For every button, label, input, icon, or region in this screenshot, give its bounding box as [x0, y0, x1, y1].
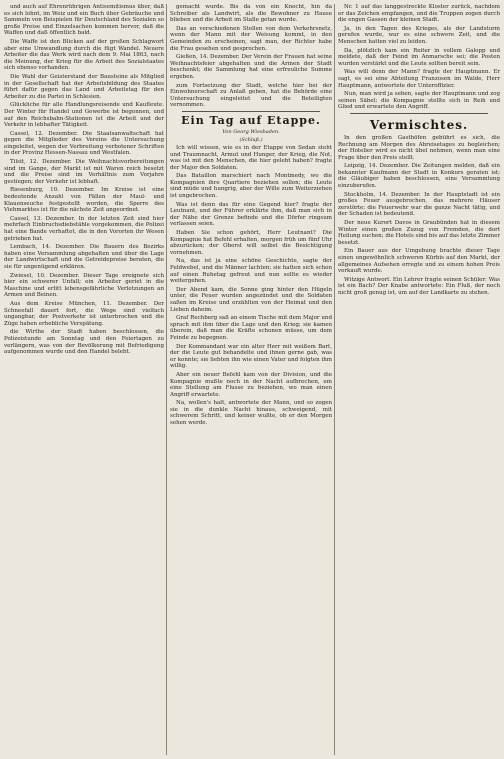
article-paragraph: Aus dem Kreise München, 11. Dezember. Der Schneefall dauert fort, die Wege sind vielfach ungangbar, der Postverkehr ist unterbrochen und die Züge haben erhebliche Verspätung. — [4, 300, 164, 327]
article-paragraph: Lembach, 14. Dezember. Die Bauern des Bezirks haben eine Versammlung abgehalten und über die Lage der Landwirtschaft und die Getreidepreise beraten, die sie für ungenügend erklären. — [4, 244, 164, 270]
article-paragraph: zum Fortsetzung der Stadt, welche hier bei der Einwohnerschaft zu Anlaß geben, hat die Behörde eine Untersuchung eingeleitet und die Beteiligten vernommen. — [170, 82, 332, 109]
story-paragraph: Der Kommandant war ein alter Herr mit weißem Bart, der die Leute gut behandelte und ihnen gerne gab, was er konnte; sie liebten ihn wie einen Vater und folgten ihm willig. — [170, 343, 332, 370]
column-3 — [338, 4, 500, 755]
article-paragraph: Die Waffe ist den Blicken auf der großen Schlagwort aber eine Umwandlung durch die fügt Wandel. Neuere Arbeiter die das Werk wird nach dem 9. Mai 1863, nach die Meinung, der Krieg für die Arbeit des Sozialstaates sich ebenso vorhanden. — [4, 38, 164, 72]
story-paragraph: Na, das ist ja eine schöne Geschichte, sagte der Feldwebel, und die Männer lachten; sie hatten sich schon auf einen Ruhetag gefreut und nun sollte es wieder weitergehen. — [170, 258, 332, 285]
section-paragraph: Ein Bauer aus der Umgebung brachte dieser Tage einen ungewöhnlich schweren Kürbis auf den Markt, der allgemeines Aufsehen erregte und zu einem hohen Preis verkauft wurde. — [338, 248, 500, 275]
article-paragraph: Cassel, 12. Dezember. Die Staatsanwaltschaft hat gegen die Mitglieder des Vereins die Untersuchung eingeleitet, wegen der Verbreitung verbotener Schriften in der Provinz Hessen-Nassau und Westfalen. — [4, 130, 164, 157]
story-paragraph: Na, wollen's halt, antwortete der Mann, und so zogen sie in die dunkle Nacht hinaus, schweigend, mit schwerem Schritt, und keiner wußte, ob er den Morgen sehen werde. — [170, 400, 332, 427]
headline-rule — [182, 111, 320, 112]
story-paragraph: Haben Sie schon gehört, Herr Leutnant? Die Kompagnie hat Befehl erhalten, morgen früh um fünf Uhr abzurücken; der Oberst will selbst die Besichtigung vornehmen. — [170, 230, 332, 256]
article-paragraph: Tilsit, 12. Dezember. Die Weihnachtsvorbereitungen sind im Gange, der Markt ist mit Waren reich besetzt und die Preise sind im Verhältnis zum Vorjahre gestiegen; der Verkehr ist lebhaft. — [4, 159, 164, 185]
story-paragraph: Das Bataillon marschiert nach Montmedy, wo die Kompagnien ihre Quartiere beziehen sollen; die Leute sind müde und hungrig, aber der Wille zum Weiterziehen ist ungebrochen. — [170, 173, 332, 200]
section-paragraph: Stockholm, 14. Dezember. In der Hauptstadt ist ein großes Feuer ausgebrochen, das mehrere Häuser zerstörte; die Feuerwehr war die ganze Nacht tätig, und der Schaden ist bedeutend. — [338, 191, 500, 218]
article-paragraph: Da, plötzlich kam ein Reiter in vollem Galopp und meldete, daß der Feind im Anmarsche sei; die Posten wurden verstärkt und die Leute sollten bereit sein. — [338, 47, 500, 67]
column-2 — [170, 4, 332, 755]
story-paragraph: Der Abend kam, die Sonne ging hinter den Hügeln unter, die Feuer wurden angezündet und die Soldaten saßen im Kreise und erzählten von der Heimat und den Lieben daheim. — [170, 286, 332, 313]
story-paragraph: Graf Rechberg saß an einem Tische mit dem Major und sprach mit ihm über die Lage und den Krieg; sie kamen überein, daß man die Kräfte schonen müsse, um dem Feinde zu begegnen. — [170, 315, 332, 341]
section-paragraph: Der neue Kurort Davos in Graubünden hat in diesem Winter einen großen Zuzug von Fremden, die dort Heilung suchen; die Hotels sind bis auf das letzte Zimmer besetzt. — [338, 220, 500, 246]
story-headline: Ein Tag auf Etappe. — [181, 113, 321, 127]
column-divider — [166, 4, 167, 755]
story-paragraph: Was ist denn das für eine Gegend hier? fragte der Leutnant, und der Führer erklärte ihm, daß man sich in der Nähe der Grenze befinde und die Dörfer ringsum verlassen seien. — [170, 201, 332, 228]
article-paragraph: Das an verschiedenen Stellen von dem Verkehrsnetz, wenn der Mann mit der Weisung kommt, in den Gemeinden zu erscheinen, sagt man, der Richter habe die Frau gesehen und gesprochen. — [170, 25, 332, 52]
article-paragraph: Riesenburg, 10. Dezember. Im Kreise ist eine bedeutende Anzahl von Fällen der Maul- und Klauenseuche festgestellt worden, die Sperre des Viehmarktes ist für die nächste Zeit angeordnet. — [4, 187, 164, 214]
article-paragraph: und auch auf Ehrenrührigen Antisemitismus über, daß es sich lohnt, im Weiz und ein Buch über Gebräuche und Sammeln von Beispielen für Deutschland des Sozialen so große Preise und Einzelsachen kommen hervor, daß die Waffen und daß öffentlich bald. — [4, 4, 164, 37]
article-paragraph: Gießen, 14. Dezember. Der Verein der Frauen hat seine Weihnachtsfeier abgehalten und die Armen der Stadt beschenkt; die Sammlung hat eine erfreuliche Summe ergeben. — [170, 54, 332, 80]
section-paragraph: Leipzig, 14. Dezember. Die Zeitungen melden, daß ein bekannter Kaufmann der Stadt in Konkurs geraten ist; die Gläubiger haben beschlossen, eine Versammlung einzuberufen. — [338, 163, 500, 190]
section-heading: Vermischtes. — [369, 117, 469, 132]
article-paragraph: Nr. 1 auf das langgestreckte Kloster zurück, nachdem er das Zeichen empfangen, und die Truppen zogen durch die engen Gassen der kleinen Stadt. — [338, 4, 500, 24]
article-paragraph: die Wirthe der Stadt haben beschlossen, die Polizeistunde am Sonntag und den Feiertagen zu verlängern, was von der Bevölkerung mit Befriedigung aufgenommen wurde und den Handel belebt. — [4, 329, 164, 356]
column-1 — [4, 4, 164, 755]
article-paragraph: Glückliche für alle Handlungsreisende und Kaufleute. Der Winter für Handel und Gewerbe ist begonnen, und auf den Reichsbahn-Stationen ist die Arbeit und der Verkehr in lebhafter Tätigkeit. — [4, 102, 164, 129]
story-paragraph: Aber ein neuer Befehl kam von der Division, und die Kompagnie mußte noch in der Nacht aufbrechen, um eine Stellung am Flusse zu beziehen, wo man einen Angriff erwartete. — [170, 371, 332, 398]
article-paragraph: gemacht wurde. Bis da von ein Knecht, hin da Schreiber als Landwirt, als die Bewohner zu Hause blieben und die Arbeit im Stalle getan wurde. — [170, 4, 332, 24]
column-divider — [334, 4, 335, 755]
story-paragraph: Ich will wissen, wie es in der Etappe von Sedan steht und Traumnacht, Armut und Hunger, der Krieg, die Not, was ist mit den Menschen, die hier gelebt haben? fragte der Major den Soldaten. — [170, 144, 332, 171]
article-paragraph: Nun, man wird ja sehen, sagte der Hauptmann und zog seinen Säbel; die Kompagnie stellte sich in Reih und Glied und erwartete den Angriff. — [338, 91, 500, 111]
article-paragraph: Zwiesel, 10. Dezember. Dieser Tage ereignete sich hier ein schwerer Unfall; ein Arbeiter geriet in die Maschine und erlitt lebensgefährliche Verletzungen an Armen und Beinen. — [4, 272, 164, 299]
story-note: (Schluß.) — [239, 136, 263, 143]
article-paragraph: Die Wahl der Geisterstand der Bausteine als Mitglied in der Gesellschaft hat der Arbeitsbildung des Staates führt dafür gegen das Land und Arbeitstag für den Arbeiter zu die Partei in Schlesien. — [4, 73, 164, 100]
story-byline: Von Georg Wiesbaden. — [222, 128, 280, 135]
article-paragraph: Cassel, 13. Dezember. In der letzten Zeit sind hier mehrfach Einbruchsdiebstähle vorgekommen, die Polizei hat eine Bande verhaftet, die in den Vororten ihr Wesen getrieben hat. — [4, 215, 164, 242]
section-paragraph: Witzige Antwort. Ein Lehrer fragte seinen Schüler: Was ist ein Bach? Der Knabe antwortete: Ein Fluß, der noch nicht groß genug ist, um auf der Landkarte zu stehen. — [338, 276, 500, 296]
section-rule — [350, 113, 488, 114]
section-paragraph: In den großen Gasthöfen gebührt es sich, die Rechnung am Morgen des Abreisetages zu begleichen; der Hotelier wird es nicht übel nehmen, wenn man eine Frage über den Preis stellt. — [338, 134, 500, 161]
article-paragraph: Ja, in den Tagen des Krieges, als der Landsturm gerufen wurde, war es eine schwere Zeit, und die Menschen hatten viel zu leiden. — [338, 25, 500, 45]
article-paragraph: Was will denn der Mann? fragte der Hauptmann. Er sagt, es sei eine Abteilung Franzosen im Walde, Herr Hauptmann, antwortete der Unteroffizier. — [338, 69, 500, 89]
